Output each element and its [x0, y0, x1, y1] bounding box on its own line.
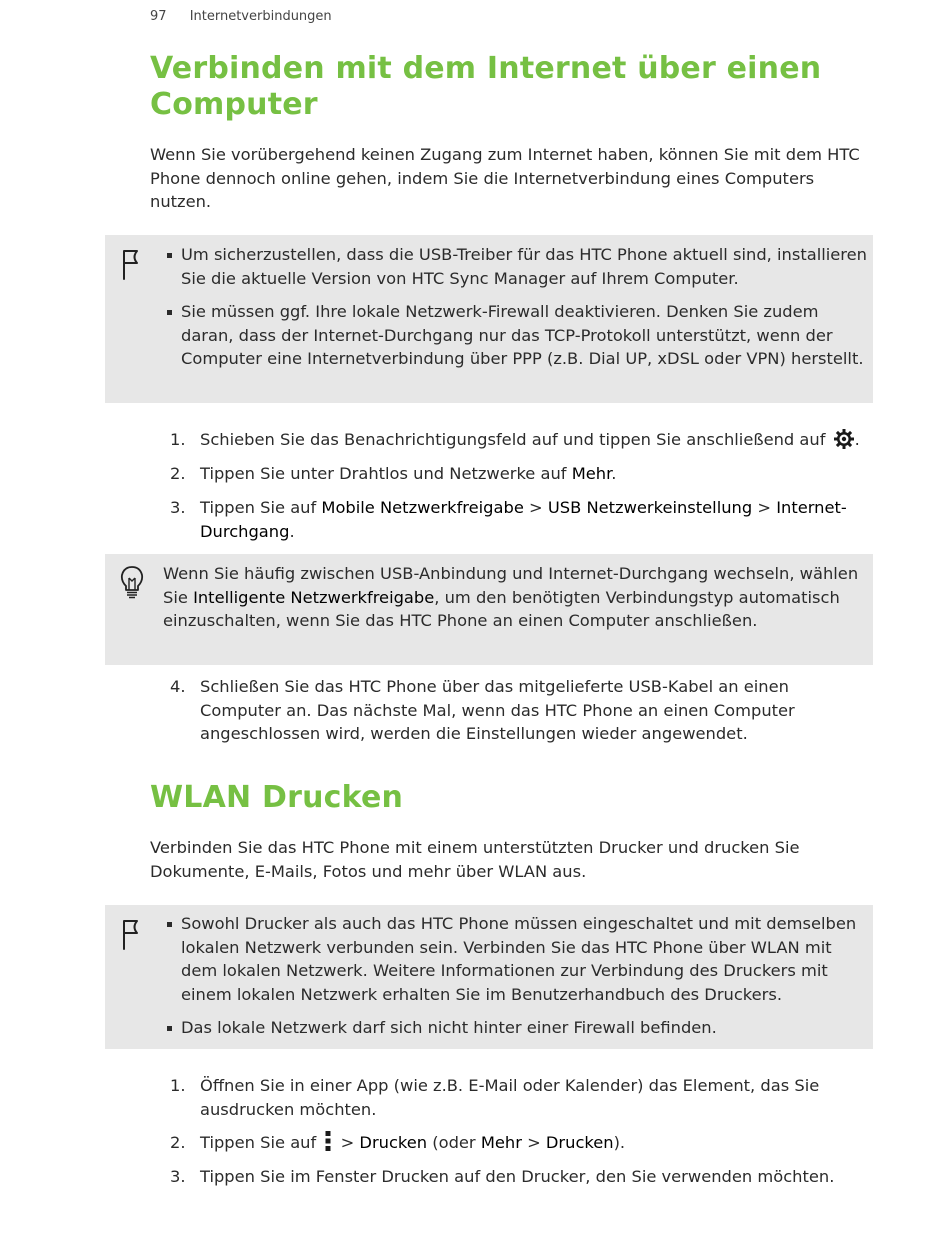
- tip-text-part: , um den benötigten Verbindungstyp automatisch einzuschalten, wenn Sie das HTC Phone an einen Computer anschließen.: [163, 587, 840, 630]
- step-text-end: .: [854, 430, 860, 449]
- page-header: [150, 9, 332, 24]
- note-item: Um sicherzustellen, dass die USB-Treiber für das HTC Phone aktuell sind, installieren Sie die aktuelle Version von HTC Sync Manager auf Ihrem Computer.: [167, 243, 869, 290]
- step-text: Schließen Sie das HTC Phone über das mitgelieferte USB-Kabel an einen Computer an. Das nächste Mal, wenn das HTC Phone an einen Computer angeschlossen wird, werden die Einstellungen wieder angewendet.: [200, 677, 795, 743]
- step-number: 4.: [170, 677, 186, 696]
- section1-intro: Wenn Sie vorübergehend keinen Zugang zum Internet haben, können Sie mit dem HTC Phone dennoch online gehen, indem Sie die Internetverbindung eines Computers nutzen.: [150, 145, 860, 211]
- step-number: 2.: [170, 1133, 186, 1152]
- step-text: Tippen Sie im Fenster Drucken auf den Drucker, den Sie verwenden möchten.: [200, 1167, 835, 1186]
- step-number: 1.: [170, 430, 186, 449]
- flag-icon: [119, 917, 141, 955]
- note-item: Sie müssen ggf. Ihre lokale Netzwerk-Firewall deaktivieren. Denken Sie zudem daran, dass der Internet-Durchgang nur das TCP-Protokoll unterstützt, wenn der Computer eine Internetverbindung über PPP (z.B. Dial UP, xDSL oder VPN) herstellt.: [167, 300, 869, 371]
- overflow-menu-icon: [325, 1131, 331, 1158]
- step-text-end: .: [611, 464, 617, 483]
- step-text: Tippen Sie auf: [200, 1133, 322, 1152]
- step-number: 3.: [170, 1167, 186, 1186]
- note-item: Das lokale Netzwerk darf sich nicht hinter einer Firewall befinden.: [167, 1016, 869, 1040]
- tip-text: [163, 562, 865, 633]
- header-section-title: Internetverbindungen: [189, 9, 332, 24]
- step-text: Schieben Sie das Benachrichtigungsfeld auf und tippen Sie anschließend auf: [200, 430, 826, 449]
- lightbulb-icon: [119, 564, 145, 604]
- ui-term: Internet-Durchgang: [200, 498, 847, 541]
- tip-box: [105, 554, 873, 665]
- note-box-1: [105, 235, 873, 403]
- ui-term: Mobile Netzwerkfreigabe: [321, 498, 524, 517]
- separator: >: [521, 1133, 546, 1152]
- flag-icon: [119, 247, 141, 285]
- ui-term: Drucken: [545, 1133, 614, 1152]
- note-box-2: [105, 905, 873, 1049]
- step-number: 2.: [170, 464, 186, 483]
- settings-gear-icon: [833, 428, 855, 457]
- ui-term: Drucken: [359, 1133, 428, 1152]
- step-number: 1.: [170, 1076, 186, 1095]
- section-title-internet-via-computer: Verbinden mit dem Internet über einen Computer: [150, 51, 822, 122]
- ui-term: USB Netzwerkeinstellung: [547, 498, 753, 517]
- separator: >: [335, 1133, 360, 1152]
- step-text: (oder: [427, 1133, 481, 1152]
- note-item: Sowohl Drucker als auch das HTC Phone müssen eingeschaltet und mit demselben lokalen Netzwerk verbunden sein. Verbinden Sie das HTC Phone über WLAN mit dem lokalen Netzwerk. Weitere Informationen zur Verbindung des Druckers mit einem lokalen Netzwerk erhalten Sie im Benutzerhandbuch des Druckers.: [167, 912, 869, 1006]
- tip-text-part: Wenn Sie häufig zwischen USB-Anbindung und Internet-Durchgang wechseln, wählen Sie: [163, 564, 859, 607]
- section-title-wlan-print: WLAN Drucken: [150, 780, 404, 815]
- separator: >: [752, 498, 777, 517]
- ui-term: Mehr: [571, 464, 612, 483]
- step-text: Tippen Sie unter Drahtlos und Netzwerke auf: [200, 464, 572, 483]
- step-number: 3.: [170, 498, 186, 517]
- ui-term: Mehr: [480, 1133, 522, 1152]
- step-text-end: .: [289, 521, 295, 541]
- separator: >: [523, 498, 548, 517]
- step-text: Tippen Sie auf: [200, 498, 322, 517]
- page-number: 97: [150, 9, 167, 24]
- ui-term: Intelligente Netzwerkfreigabe: [193, 587, 435, 607]
- section2-intro: Verbinden Sie das HTC Phone mit einem unterstützten Drucker und drucken Sie Dokumente, E-Mails, Fotos und mehr über WLAN aus.: [150, 838, 800, 881]
- step-text: Öffnen Sie in einer App (wie z.B. E-Mail oder Kalender) das Element, das Sie ausdrucken möchten.: [200, 1076, 820, 1119]
- step-text-end: ).: [613, 1133, 626, 1152]
